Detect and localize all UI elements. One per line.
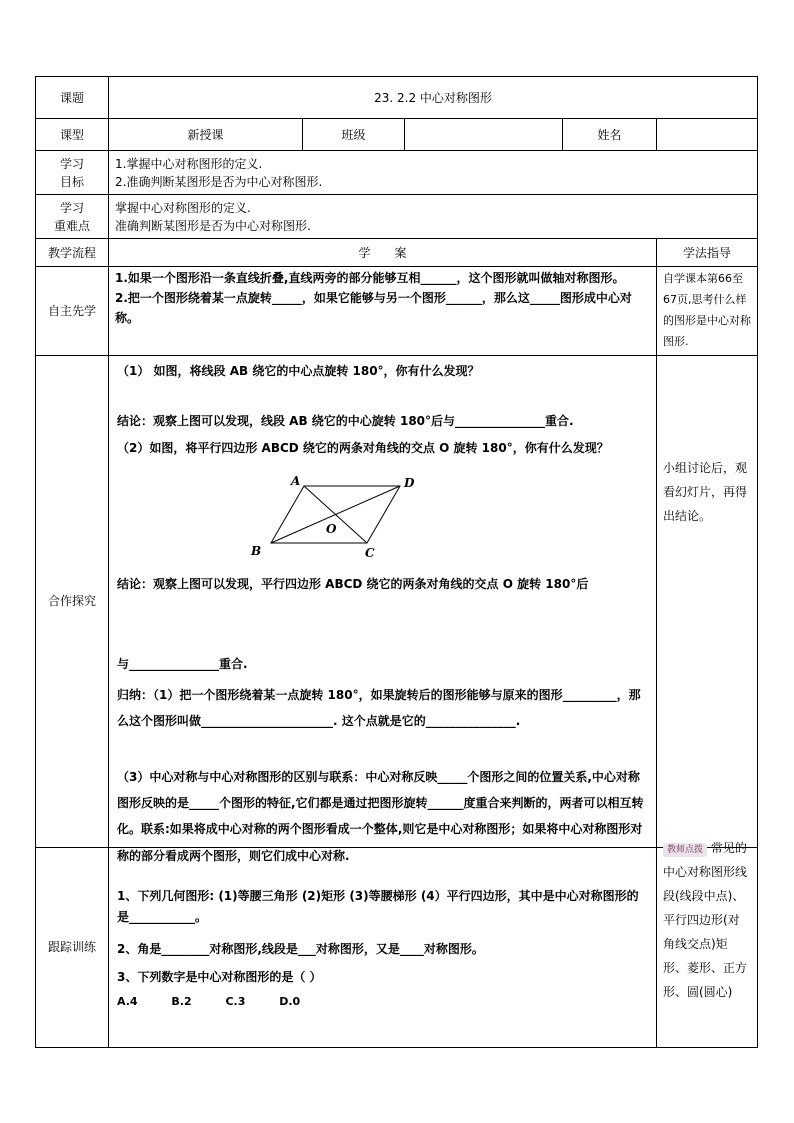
self-study-label: 自主先学 [36, 267, 109, 356]
col-flow-header: 教学流程 [36, 239, 109, 267]
point-c-label: C [365, 545, 375, 560]
coop-q3: （3）中心对称与中心对称图形的区别与联系：中心对称反映_____个图形之间的位置关系,中心对称图形反映的是_____个图形的特征,它们都是通过把图形旋转______度重合来判断的，两者可以相互转化。联系:如果将成中心对称的两个图形看成一个整体,则它是中心对称图形；如果将中心对称图形对称的部分看成两个图形，则它们成中心对称. [117, 769, 644, 863]
self-study-tip: 自学课本第66至67页,思考什么样的图形是中心对称图形. [657, 267, 758, 356]
point-a-label: A [291, 473, 301, 488]
topic-title: 23. 2.2 中心对称图形 [109, 77, 758, 119]
option-d: D.0 [279, 994, 301, 1008]
goals-label-line-1: 学习 [59, 156, 84, 171]
tracking-tip-cell [657, 840, 758, 1047]
coop-q2: （2）如图，将平行四边形 ABCD 绕它的两条对角线的交点 O 旋转 180°，你有什么发现？ [117, 440, 609, 455]
goals-label [36, 151, 109, 195]
coop-conclusion-1: 结论：观察上图可以发现，线段 AB 绕它的中心旋转 180°后与_______________重合. [117, 413, 574, 428]
cooperative-content [109, 355, 657, 863]
lesson-plan-table [35, 76, 758, 1048]
goal-line: 2.准确判断某图形是否为中心对称图形. [115, 174, 323, 189]
self-study-q1: 1.如果一个图形沿一条直线折叠,直线两旁的部分能够互相______，这个图形就叫做轴对称图形。 [115, 271, 625, 285]
self-study-q2: 2.把一个图形绕着某一点旋转_____，如果它能够与另一个图形______，那么这_____图形成中心对称。 [115, 290, 632, 325]
option-a: A.4 [117, 994, 138, 1008]
goals-content [109, 151, 758, 195]
coop-q1: （1） 如图，将线段 AB 绕它的中心点旋转 180°，你有什么发现？ [117, 363, 480, 378]
parallelogram-diagram [234, 474, 434, 566]
goals-label-line-2: 目标 [59, 174, 84, 189]
coop-summary: 归纳：（1）把一个图形绕着某一点旋转 180°，如果旋转后的图形能够与原来的图形_________，那么这个图形叫做______________________. 这个点就是它的_______________. [117, 687, 641, 728]
cooperative-tip: 小组讨论后，观看幻灯片，再得出结论。 [663, 460, 748, 523]
coop-conclusion-2b: 与_______________重合. [117, 656, 248, 671]
type-label: 课型 [36, 119, 109, 151]
tracking-label: 跟踪训练 [36, 847, 109, 1047]
topic-label: 课题 [36, 77, 109, 119]
coop-conclusion-2a: 结论：观察上图可以发现，平行四边形 ABCD 绕它的两条对角线的交点 O 旋转 180°后 [117, 576, 589, 591]
cooperative-tip-cell [657, 355, 758, 847]
option-b: B.2 [171, 994, 192, 1008]
key-points-label-line-2: 重难点 [53, 218, 90, 233]
class-label: 班级 [303, 119, 405, 151]
point-b-label: B [251, 543, 262, 558]
point-o-label: O [326, 521, 337, 536]
key-point-line: 掌握中心对称图形的定义. [115, 200, 251, 215]
col-method-header: 学法指导 [657, 239, 758, 267]
key-points-label-line-1: 学习 [59, 200, 84, 215]
tracking-q1: 1、下列几何图形: (1)等腰三角形 (2)矩形 (3)等腰梯形 (4）平行四边形，其中是中心对称图形的是___________。 [117, 888, 639, 924]
tracking-options [117, 994, 650, 1011]
cooperative-label: 合作探究 [36, 355, 109, 847]
name-value [657, 119, 758, 151]
col-plan-header: 学 案 [109, 239, 657, 267]
key-point-line: 准确判断某图形是否为中心对称图形. [115, 218, 311, 233]
key-points-content [109, 195, 758, 239]
type-value: 新授课 [109, 119, 303, 151]
tracking-tip-block [663, 836, 751, 1004]
name-label: 姓名 [563, 119, 657, 151]
class-value [405, 119, 563, 151]
point-d-label: D [404, 475, 415, 490]
tracking-tip: 常见的中心对称图形线段(线段中点)、平行四边形(对角线交点)矩形、菱形、正方形、圆(圆心) [663, 840, 748, 999]
goal-line: 1.掌握中心对称图形的定义. [115, 156, 263, 171]
tracking-q2: 2、角是________对称图形,线段是___对称图形，又是____对称图形。 [117, 941, 484, 956]
teacher-tip-badge: 教师点拨 [663, 843, 707, 857]
tracking-q3: 3、下列数字是中心对称图形的是（ ） [117, 969, 322, 984]
tracking-content [109, 847, 657, 1047]
key-points-label [36, 195, 109, 239]
option-c: C.3 [225, 994, 246, 1008]
self-study-content [109, 267, 657, 356]
